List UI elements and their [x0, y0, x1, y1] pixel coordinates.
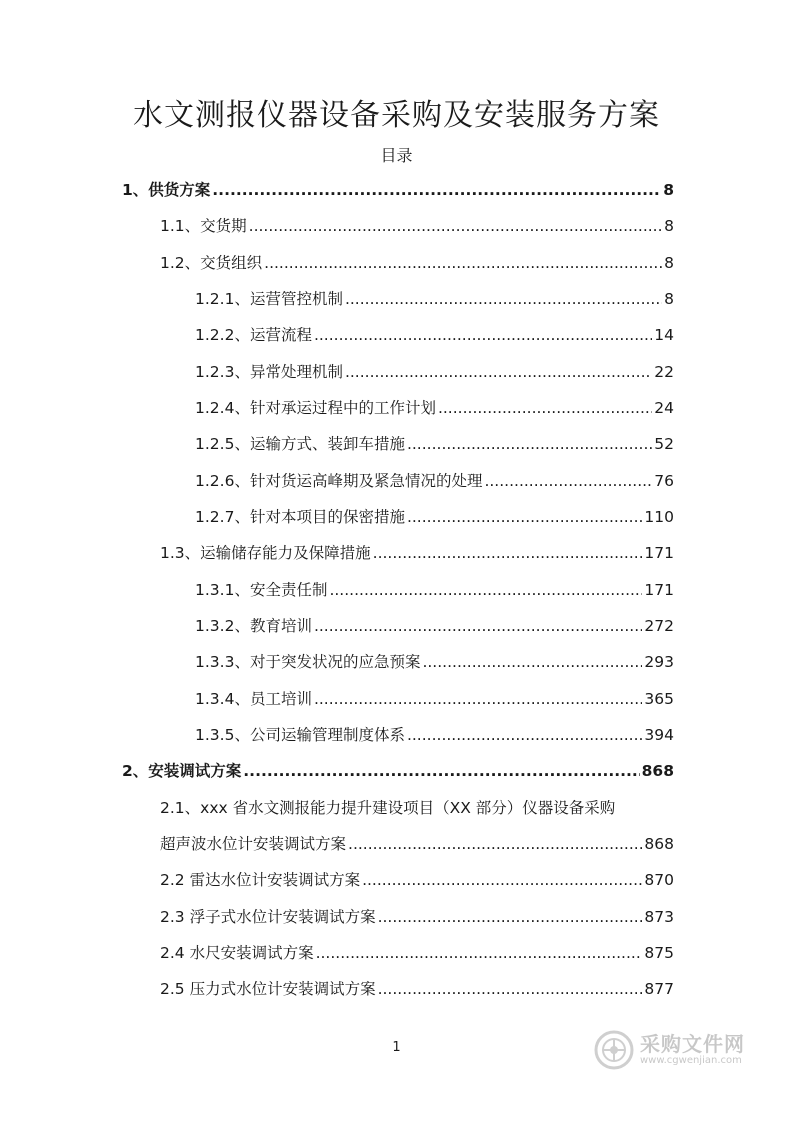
toc-entry-page: 870 [644, 871, 674, 889]
watermark-url: www.cgwenjian.com [640, 1055, 742, 1066]
toc-entry-page: 877 [644, 980, 674, 998]
toc-entry-page: 52 [654, 435, 674, 453]
toc-entry-label: 超声波水位计安装调试方案 [160, 835, 347, 853]
toc-entry-page: 8 [664, 217, 674, 235]
toc-leader [345, 360, 652, 384]
toc-entry[interactable] [195, 287, 674, 311]
toc-entry-label: 1.2.1、运营管控机制 [195, 290, 343, 308]
toc-leader [378, 905, 643, 929]
toc-entry-label: 1.2、交货组织 [160, 254, 263, 272]
toc-entry-label: 1、供货方案 [122, 181, 211, 199]
toc-entry-label: 2.5 压力式水位计安装调试方案 [160, 980, 376, 998]
toc-entry-label: 1.3、运输储存能力及保障措施 [160, 544, 371, 562]
toc-entry-page: 171 [644, 581, 674, 599]
toc-entry-label: 1.3.3、对于突发状况的应急预案 [195, 653, 421, 671]
toc-entry-page: 873 [644, 908, 674, 926]
toc-leader [264, 251, 662, 275]
toc-entry[interactable] [195, 505, 674, 529]
toc-leader [378, 977, 643, 1001]
toc-entry-page: 76 [654, 472, 674, 490]
toc-entry-label: 1.2.2、运营流程 [195, 326, 312, 344]
toc-leader [314, 687, 642, 711]
toc-entry[interactable] [195, 469, 674, 493]
toc-entry-page: 875 [644, 944, 674, 962]
toc-entry-label: 1.2.3、异常处理机制 [195, 363, 343, 381]
toc-entry-label: 1.2.4、针对承运过程中的工作计划 [195, 399, 436, 417]
toc-leader [243, 759, 639, 783]
toc-leader [316, 941, 643, 965]
toc-entry[interactable] [195, 687, 674, 711]
toc-entry[interactable] [195, 578, 674, 602]
toc-entry[interactable] [122, 178, 674, 202]
toc-entry-label: 2.2 雷达水位计安装调试方案 [160, 871, 361, 889]
toc-entry-label: 1.2.6、针对货运高峰期及紧急情况的处理 [195, 472, 483, 490]
toc-leader [329, 578, 642, 602]
toc-entry-page: 293 [644, 653, 674, 671]
toc-leader [407, 505, 642, 529]
toc-entry[interactable] [195, 396, 674, 420]
toc-leader [348, 832, 642, 856]
toc-entry-page: 8 [664, 290, 674, 308]
toc-entry[interactable] [195, 432, 674, 456]
toc-leader [422, 650, 642, 674]
toc-leader [314, 323, 652, 347]
toc-leader [407, 723, 642, 747]
toc-entry[interactable] [160, 541, 674, 565]
toc-entry-label: 1.3.1、安全责任制 [195, 581, 328, 599]
toc-entry[interactable] [160, 832, 674, 856]
toc-leader [438, 396, 652, 420]
toc-entry-label: 1.1、交货期 [160, 217, 247, 235]
toc-entry-label: 2、安装调试方案 [122, 762, 242, 780]
toc-entry-page: 365 [644, 690, 674, 708]
toc-leader [249, 214, 662, 238]
toc-entry-page: 14 [654, 326, 674, 344]
toc-entry-page: 868 [644, 835, 674, 853]
toc-entry[interactable] [195, 650, 674, 674]
toc-entry[interactable] [160, 214, 674, 238]
watermark [594, 1028, 774, 1072]
toc-entry-page: 171 [644, 544, 674, 562]
toc-entry-page: 868 [641, 762, 674, 780]
toc-entry-page: 24 [654, 399, 674, 417]
page-number: 1 [392, 1040, 401, 1055]
toc-leader [314, 614, 642, 638]
toc-leader [373, 541, 643, 565]
toc-entry[interactable] [195, 323, 674, 347]
toc-entry-page: 110 [644, 508, 674, 526]
toc-entry-label-line1[interactable]: 2.1、xxx 省水文测报能力提升建设项目（XX 部分）仪器设备采购 [160, 799, 616, 817]
toc-entry[interactable] [160, 941, 674, 965]
cgwenjian-logo-icon [594, 1030, 634, 1070]
watermark-name: 采购文件网 [640, 1032, 745, 1056]
toc-entry-label: 2.4 水尺安装调试方案 [160, 944, 314, 962]
document-title: 水文测报仪器设备采购及安装服务方案 [133, 98, 660, 133]
toc-entry[interactable] [160, 977, 674, 1001]
toc-entry-label: 1.3.2、教育培训 [195, 617, 312, 635]
toc-entry-page: 394 [644, 726, 674, 744]
toc-leader [345, 287, 662, 311]
toc-entry[interactable] [160, 905, 674, 929]
toc-entry-label: 2.3 浮子式水位计安装调试方案 [160, 908, 376, 926]
toc-leader [212, 178, 661, 202]
toc-entry[interactable] [195, 360, 674, 384]
toc-entry-label: 1.2.5、运输方式、装卸车措施 [195, 435, 405, 453]
toc-entry[interactable] [160, 251, 674, 275]
toc-entry[interactable] [122, 759, 674, 783]
toc-entry-page: 8 [664, 254, 674, 272]
toc-entry[interactable] [160, 868, 674, 892]
toc-entry[interactable] [195, 723, 674, 747]
toc-entry-page: 22 [654, 363, 674, 381]
toc-leader [484, 469, 652, 493]
toc-entry-page: 272 [644, 617, 674, 635]
toc-entry[interactable] [195, 614, 674, 638]
toc-heading: 目录 [380, 146, 413, 165]
toc-entry-page: 8 [663, 181, 674, 199]
toc-entry-label: 1.3.4、员工培训 [195, 690, 312, 708]
toc-leader [407, 432, 652, 456]
toc-entry-label: 1.3.5、公司运输管理制度体系 [195, 726, 405, 744]
toc-entry-label: 1.2.7、针对本项目的保密措施 [195, 508, 405, 526]
toc-leader [362, 868, 642, 892]
